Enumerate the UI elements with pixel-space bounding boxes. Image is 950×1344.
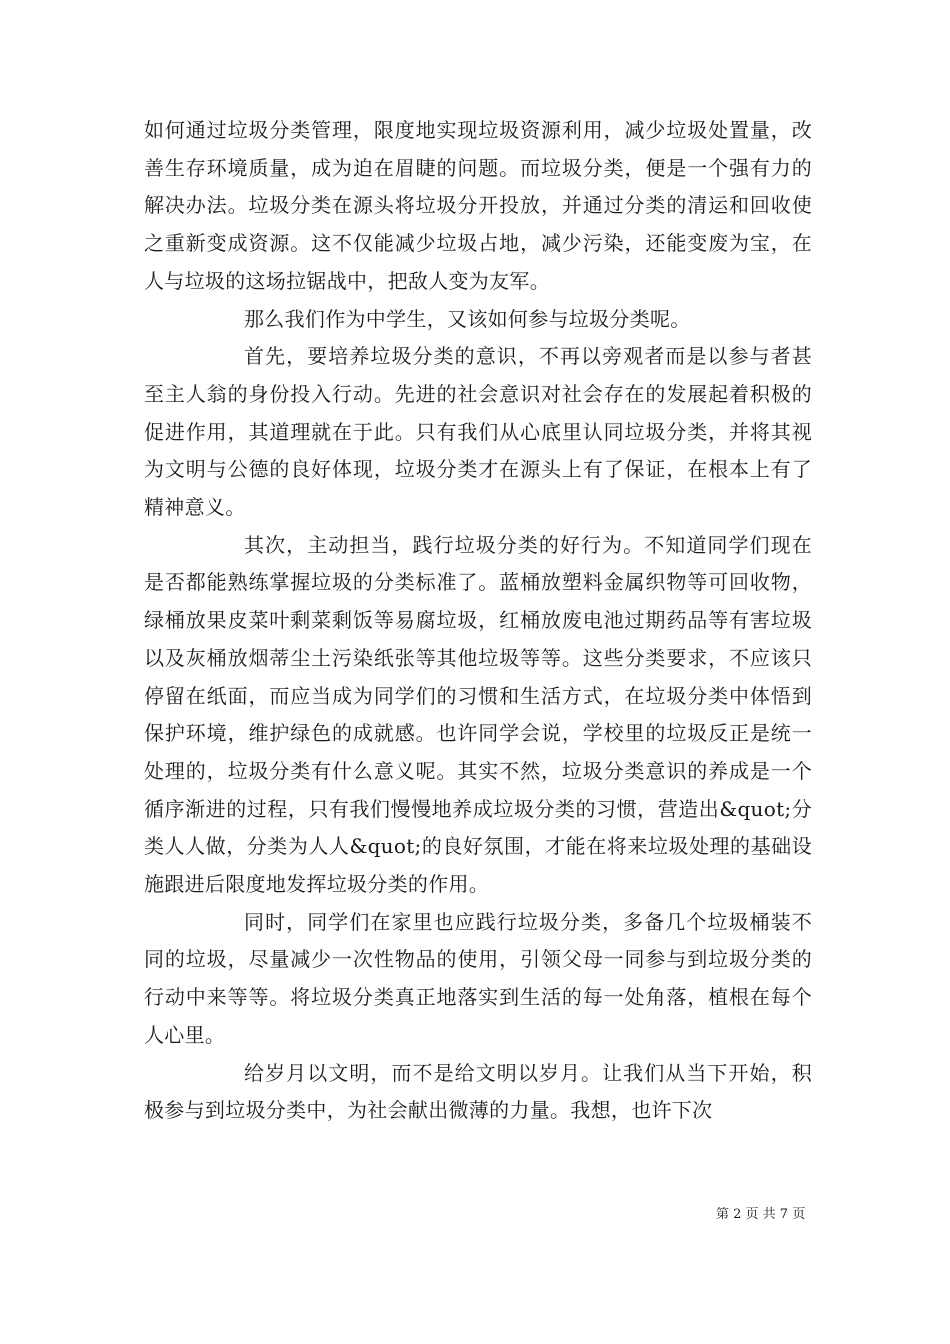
paragraph-4: 其次，主动担当，践行垃圾分类的好行为。不知道同学们现在是否都能熟练掌握垃圾的分类标准了。蓝桶放塑料金属织物等可回收物，绿桶放果皮菜叶剩菜剩饭等易腐垃圾，红桶放废电池过期药品等有害垃圾以及灰桶放烟蒂尘土污染纸张等其他垃圾等等。这些分类要求，不应该只停留在纸面，而应当成为同学们的习惯和生活方式，在垃圾分类中体悟到保护环境，维护绿色的成就感。也许同学会说，学校里的垃圾反正是统一处理的，垃圾分类有什么意义呢。其实不然，垃圾分类意识的养成是一个循序渐进的过程，只有我们慢慢地养成垃圾分类的习惯，营造出&quot;分类人人做，分类为人人&quot;的良好氛围，才能在将来垃圾处理的基础设施跟进后限度地发挥垃圾分类的作用。: [144, 532, 812, 897]
paragraph-6: 给岁月以文明，而不是给文明以岁月。让我们从当下开始，积极参与到垃圾分类中，为社会献出微薄的力量。我想，也许下次: [144, 1060, 812, 1123]
document-body: [144, 112, 812, 1130]
page-number-footer: 第 2 页 共 7 页: [716, 1207, 806, 1222]
paragraph-3: 首先，要培养垃圾分类的意识，不再以旁观者而是以参与者甚至主人翁的身份投入行动。先进的社会意识对社会存在的发展起着积极的促进作用，其道理就在于此。只有我们从心底里认同垃圾分类，并将其视为文明与公德的良好体现，垃圾分类才在源头上有了保证，在根本上有了精神意义。: [144, 344, 812, 520]
paragraph-5: 同时，同学们在家里也应践行垃圾分类，多备几个垃圾桶装不同的垃圾，尽量减少一次性物品的使用，引领父母一同参与到垃圾分类的行动中来等等。将垃圾分类真正地落实到生活的每一处角落，植根在每个人心里。: [144, 909, 812, 1047]
paragraph-1: 如何通过垃圾分类管理，限度地实现垃圾资源利用，减少垃圾处置量，改善生存环境质量，成为迫在眉睫的问题。而垃圾分类，便是一个强有力的解决办法。垃圾分类在源头将垃圾分开投放，并通过分类的清运和回收使之重新变成资源。这不仅能减少垃圾占地，减少污染，还能变废为宝，在人与垃圾的这场拉锯战中，把敌人变为友军。: [144, 118, 812, 293]
paragraph-2: 那么我们作为中学生，又该如何参与垃圾分类呢。: [244, 306, 691, 331]
